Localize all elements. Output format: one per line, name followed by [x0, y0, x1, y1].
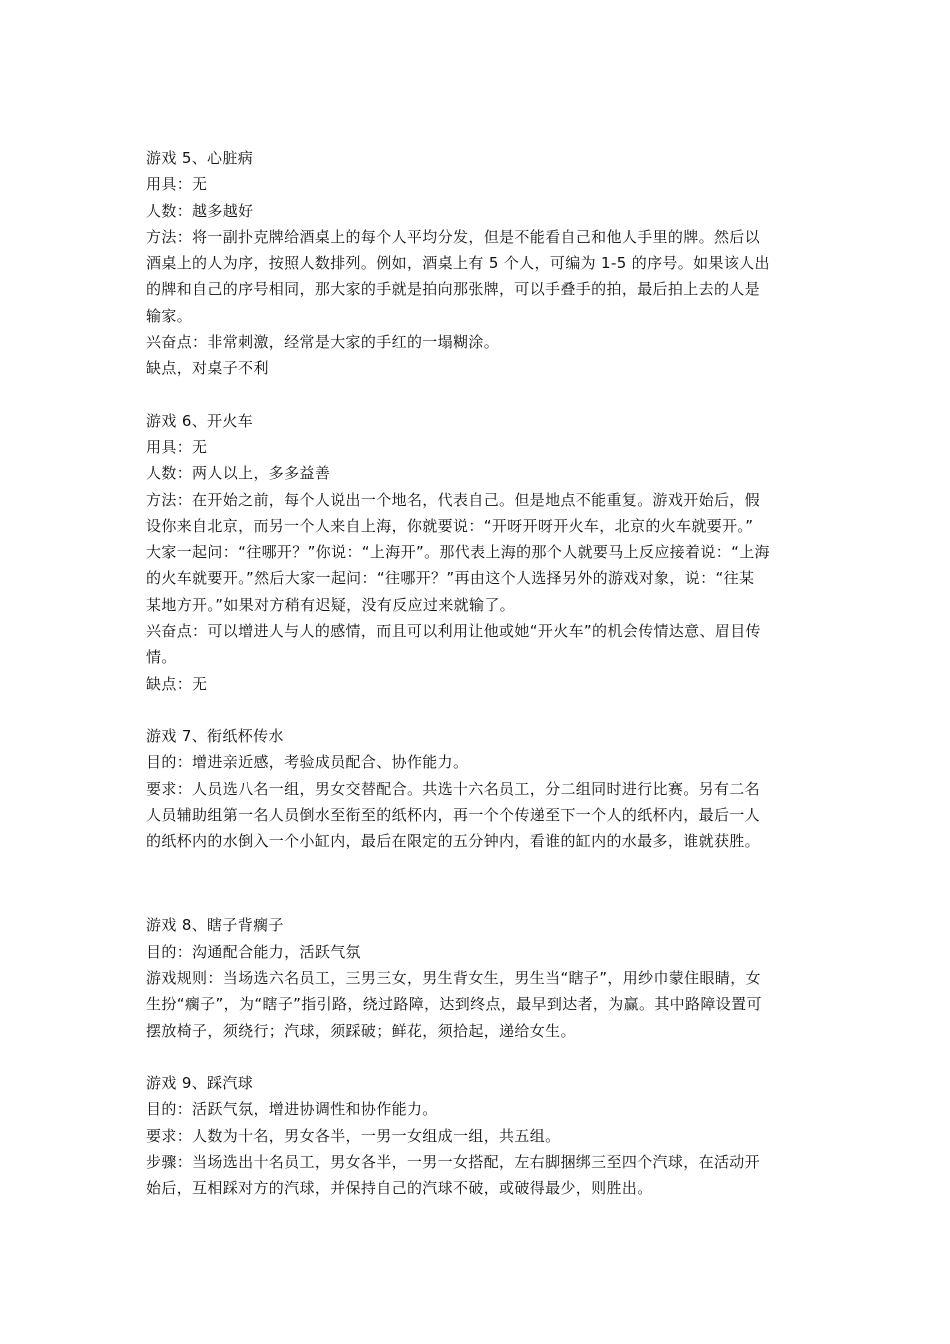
- game-5-method-line-4: 输家。: [146, 306, 193, 325]
- game-8-section: [146, 912, 811, 1043]
- game-6-method-line-2: 设你来自北京，而另一个人来自上海，你就要说：“开呀开呀开火车，北京的火车就要开。”: [146, 516, 754, 535]
- game-9-steps-line-1: 步骤：当场选出十名员工，男女各半，一男一女搭配，左右脚捆绑三至四个汽球，在活动开: [146, 1152, 761, 1171]
- game-5-method-line-2: 酒桌上的人为序，按照人数排列。例如，酒桌上有 5 个人，可编为 1-5 的序号。如果该人出: [146, 254, 770, 273]
- game-8-title: 游戏 8、瞎子背瘸子: [146, 916, 284, 935]
- game-6-method-line-5: 某地方开。”如果对方稍有迟疑，没有反应过来就输了。: [146, 595, 516, 614]
- game-9-title: 游戏 9、踩汽球: [146, 1073, 254, 1092]
- game-6-drawback: 缺点：无: [146, 674, 208, 693]
- game-7-rules-line-1: 要求：人员选八名一组，男女交替配合。共选十六名员工，分二组同时进行比赛。另有二名: [146, 779, 761, 798]
- game-6-highlight-line-1: 兴奋点：可以增进人与人的感情，而且可以利用让他或她“开火车”的机会传情达意、眉目传: [146, 622, 761, 641]
- section-spacer: [146, 697, 811, 723]
- game-6-players: 人数：两人以上，多多益善: [146, 464, 331, 483]
- game-6-section: [146, 408, 811, 697]
- game-8-rules-line-1: 游戏规则：当场选六名员工，三男三女，男生背女生，男生当“瞎子”，用纱巾蒙住眼睛，女: [146, 969, 761, 988]
- game-5-section: [146, 145, 811, 382]
- section-spacer: [146, 854, 811, 912]
- game-5-highlight: 兴奋点：非常刺激，经常是大家的手红的一塌糊涂。: [146, 333, 500, 352]
- game-9-section: [146, 1070, 811, 1201]
- game-7-rules-line-3: 的纸杯内的水倒入一个小缸内，最后在限定的五分钟内，看谁的缸内的水最多，谁就获胜。: [146, 832, 761, 851]
- game-7-rules-line-2: 人员辅助组第一名人员倒水至衔至的纸杯内，再一个个传递至下一个人的纸杯内，最后一人: [146, 805, 761, 824]
- game-9-steps-line-2: 始后，互相踩对方的汽球，并保持自己的汽球不破，或破得最少，则胜出。: [146, 1179, 653, 1198]
- game-5-drawback: 缺点，对桌子不利: [146, 359, 269, 378]
- game-5-method-line-3: 的牌和自己的序号相同，那大家的手就是拍向那张牌，可以手叠手的拍，最后拍上去的人是: [146, 280, 761, 299]
- game-6-method-line-1: 方法：在开始之前，每个人说出一个地名，代表自己。但是地点不能重复。游戏开始后，假: [146, 490, 761, 509]
- game-8-rules-line-2: 生扮“瘸子”，为“瞎子”指引路，绕过路障，达到终点，最早到达者，为赢。其中路障设置可: [146, 995, 762, 1014]
- game-5-equipment: 用具：无: [146, 175, 208, 194]
- game-9-requirements: 要求：人数为十名，男女各半，一男一女组成一组，共五组。: [146, 1126, 561, 1145]
- game-7-section: [146, 723, 811, 854]
- game-5-players: 人数：越多越好: [146, 201, 254, 220]
- game-6-equipment: 用具：无: [146, 437, 208, 456]
- game-7-purpose: 目的：增进亲近感，考验成员配合、协作能力。: [146, 753, 469, 772]
- game-5-title: 游戏 5、心脏病: [146, 149, 254, 167]
- game-8-purpose: 目的：沟通配合能力，活跃气氛: [146, 942, 361, 961]
- section-spacer: [146, 382, 811, 408]
- game-6-method-line-4: 的火车就要开。”然后大家一起问：“往哪开？”再由这个人选择另外的游戏对象，说：“往某: [146, 569, 755, 588]
- game-6-title: 游戏 6、开火车: [146, 411, 254, 430]
- game-9-purpose: 目的：活跃气氛，增进协调性和协作能力。: [146, 1100, 438, 1119]
- game-8-rules-line-3: 摆放椅子，须绕行；汽球，须踩破；鲜花，须拾起，递给女生。: [146, 1021, 576, 1040]
- document-page: [146, 145, 811, 1201]
- game-6-highlight-line-2: 情。: [146, 648, 177, 667]
- game-6-method-line-3: 大家一起问：“往哪开？”你说：“上海开”。那代表上海的那个人就要马上反应接着说：“上海: [146, 543, 770, 562]
- game-7-title: 游戏 7、衔纸杯传水: [146, 726, 284, 745]
- section-spacer: [146, 1044, 811, 1070]
- game-5-method-line-1: 方法：将一副扑克牌给酒桌上的每个人平均分发，但是不能看自己和他人手里的牌。然后以: [146, 227, 761, 246]
